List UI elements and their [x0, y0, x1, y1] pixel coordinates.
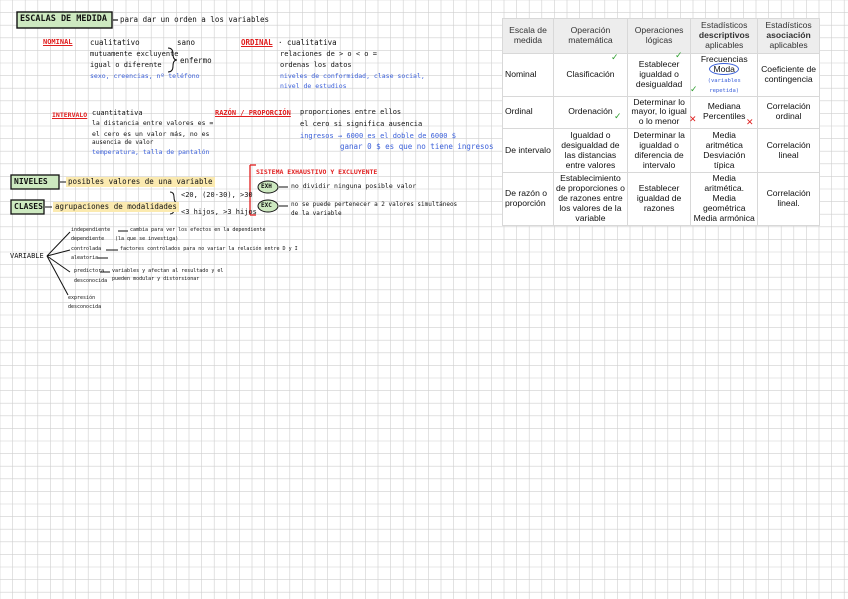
exh-text: no dividir ninguna posible valor	[291, 182, 417, 190]
table-row	[503, 173, 820, 225]
cell-desc: Mediana Percentiles	[691, 96, 758, 129]
nominal-line-2: mutuamente excluyente	[90, 50, 179, 58]
razon-example-2: ganar 0 $ es que no tiene ingresos	[340, 142, 494, 151]
cell-math: Ordenación	[553, 96, 627, 129]
moda-annotation: (variables repetida)	[707, 77, 741, 94]
check-icon: ✓	[611, 53, 619, 63]
variable-item-controlada-text: factores controlados para no variar la relación entre D y I	[120, 246, 298, 252]
moda-circled: Moda	[709, 63, 739, 75]
intervalo-line-3: el cero es un valor más, no es	[92, 130, 210, 138]
variable-item-dependiente: dependiente	[71, 236, 105, 242]
variable-item-predictora: predictora	[74, 268, 105, 274]
cell-logic: Establecer igualdad de razones	[627, 173, 690, 225]
nominal-example: sexo, creencias, nº teléfono	[90, 72, 200, 80]
variable-item-independiente: independiente	[71, 227, 111, 233]
cell-math: Igualdad o desigualdad de las distancias entre valores	[553, 129, 627, 173]
cell-desc: Frecuencias Moda (variables repetida)	[691, 54, 758, 97]
razon-example-1: ingresos → 6000 es el doble de 6000 $	[300, 132, 456, 140]
ordinal-example-2: nivel de estudios	[280, 82, 347, 90]
variable-item-desconocida-2: desconocida	[68, 304, 102, 310]
nominal-branch-1: sano	[177, 38, 196, 47]
nominal-label: NOMINAL	[43, 38, 73, 46]
intervalo-line-4: ausencia de valor	[92, 139, 154, 146]
clases-text: agrupaciones de modalidades	[55, 202, 177, 211]
cross-icon: ✕	[689, 115, 697, 125]
check-icon: ✓	[675, 51, 683, 61]
nominal-line-1: cualitativo	[90, 38, 140, 47]
cell-math: Clasificación	[553, 54, 627, 97]
cross-icon: ✕	[746, 118, 754, 128]
nominal-branch-2: enfermo	[180, 56, 212, 65]
exc-text-2: de la variable	[291, 210, 342, 217]
cell-scale: De razón o proporción	[503, 173, 554, 225]
variable-item-desconocida: desconocida	[74, 278, 108, 284]
cell-assoc: Correlación ordinal	[758, 96, 820, 129]
niveles-label: NIVELES	[14, 177, 48, 186]
ordinal-line-3: ordenas los datos	[280, 61, 352, 69]
variable-label: VARIABLE	[10, 252, 44, 260]
variable-item-predictora-text: variables y afectan al resultado y el	[112, 268, 224, 274]
cell-assoc: Coeficiente de contingencia	[758, 54, 820, 97]
cell-assoc: Correlación lineal	[758, 129, 820, 173]
exc-label: EXC	[261, 202, 272, 209]
ordinal-label: ORDINAL	[241, 38, 273, 47]
clases-label: CLASES	[14, 202, 43, 211]
cell-math: Establecimiento de proporciones o de razones entre los valores de la variable	[553, 173, 627, 225]
variable-item-expresion: expresión	[68, 295, 96, 301]
check-icon: ✓	[690, 85, 698, 95]
header-descriptivos: Estadísticos descriptivos aplicables	[691, 19, 758, 54]
cell-scale: Nominal	[503, 54, 554, 97]
variable-item-independiente-text: cambia para ver los efectos en la dependiente	[130, 227, 266, 233]
table-row	[503, 54, 820, 97]
intervalo-label: INTERVALO	[52, 111, 88, 119]
cell-scale: De intervalo	[503, 129, 554, 173]
variable-item-controlada: controlada	[71, 246, 102, 252]
intervalo-example: temperatura, talla de pantalón	[92, 148, 210, 156]
ranges-line-1: <20, (20-30), >30	[181, 191, 253, 199]
ordinal-line-2: relaciones de > o < o =	[280, 50, 377, 58]
cell-logic: Determinar la igualdad o diferencia de intervalo	[627, 129, 690, 173]
table-header-row	[503, 19, 820, 54]
exh-label: EXH	[261, 183, 272, 190]
ordinal-example-1: niveles de conformidad, clase social,	[280, 72, 425, 80]
notes-title: ESCALAS DE MEDIDA	[20, 14, 107, 24]
variable-item-aleatoria: aleatoria	[71, 255, 99, 261]
cell-scale: Ordinal	[503, 96, 554, 129]
cell-assoc: Correlación lineal.	[758, 173, 820, 225]
razon-line-2: el cero si significa ausencia	[300, 120, 423, 128]
nominal-line-3: igual o diferente	[90, 61, 162, 69]
scales-table	[502, 18, 820, 226]
cell-logic: Determinar lo mayor, lo igual o lo menor	[627, 96, 690, 129]
cell-logic: Establecer igualdad o desigualdad	[627, 54, 690, 97]
ranges-line-2: <3 hijos, >3 hijos	[181, 208, 257, 216]
table-row	[503, 129, 820, 173]
exc-text: no se puede pertenecer a 2 valores simultáneos	[291, 201, 458, 208]
variable-item-desconocida-text: pueden modular y distorsionar	[112, 276, 200, 282]
cell-desc: Media aritmética. Media geométrica Media armónica	[691, 173, 758, 225]
cell-desc: Media aritmética Desviación típica	[691, 129, 758, 173]
sistema-label: SISTEMA EXHAUSTIVO Y EXCLUYENTE	[256, 168, 378, 176]
variable-item-dependiente-text: (la que se investiga)	[115, 236, 179, 242]
intervalo-line-2: la distancia entre valores es =	[92, 119, 214, 127]
check-icon: ✓	[614, 112, 622, 122]
razon-label: RAZÓN / PROPORCIÓN	[215, 109, 291, 117]
header-asociacion: Estadísticos asociación aplicables	[758, 19, 820, 54]
ordinal-line-1: · cualitativa	[278, 38, 337, 47]
niveles-text: posibles valores de una variable	[68, 177, 213, 186]
header-logicas: Operaciones lógicas	[627, 19, 690, 54]
intervalo-line-1: cuantitativa	[92, 109, 143, 117]
notes-title-note: para dar un orden a los variables	[120, 15, 270, 24]
razon-line-1: proporciones entre ellos	[300, 108, 402, 116]
header-operacion: Operación matemática	[553, 19, 627, 54]
table-row	[503, 96, 820, 129]
header-escala: Escala de medida	[503, 19, 554, 54]
